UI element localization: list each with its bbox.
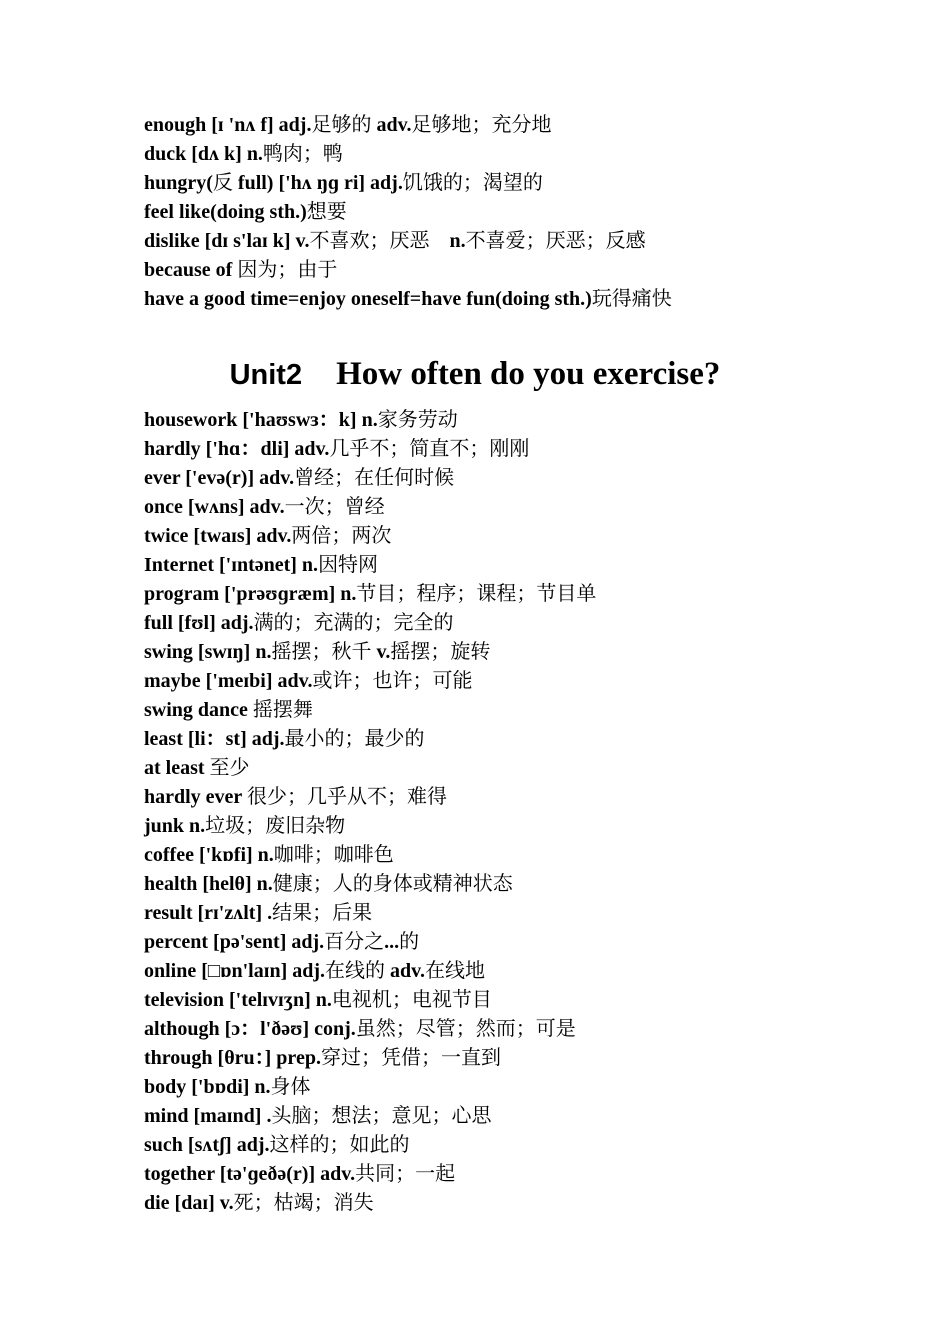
vocab-line-maybe xyxy=(144,667,904,696)
vocab-meaning: 曾经；在任何时候 xyxy=(294,467,455,489)
vocab-line-at-least xyxy=(144,754,904,783)
vocab-meaning: 穿过；凭借；一直到 xyxy=(320,1047,501,1069)
vocab-line-hardly-ever xyxy=(144,783,904,812)
vocab-term: program ['prəʊɡræm] n. xyxy=(144,583,357,605)
vocab-term: swing [swɪŋ] n. xyxy=(144,641,272,663)
vocab-meaning: 摇摆舞 xyxy=(252,699,313,721)
vocab-meaning: 咖啡；咖啡色 xyxy=(273,844,394,866)
vocab-meaning: 饥饿的；渴望的 xyxy=(402,172,543,194)
vocab-term: television ['telɪvɪʒn] n. xyxy=(144,989,332,1011)
unit-title: How often do you exercise? xyxy=(336,356,721,392)
vocab-line-swing xyxy=(144,638,904,667)
vocab-meaning: 百分之 xyxy=(324,931,385,953)
vocab-term: body ['bɒdi] n. xyxy=(144,1076,271,1098)
vocab-term: adv. xyxy=(390,960,426,982)
vocab-line-hungry xyxy=(144,169,904,198)
vocab-meaning: 在线的 xyxy=(325,960,391,982)
vocab-line-have-a-good-time xyxy=(144,285,904,314)
vocab-term: hardly ['hɑ：dli] adv. xyxy=(144,438,330,460)
vocab-line-junk xyxy=(144,812,904,841)
vocab-meaning: 垃圾；废旧杂物 xyxy=(205,815,346,837)
vocab-term: v. xyxy=(376,641,391,663)
vocab-line-enough xyxy=(144,111,904,140)
vocab-meaning: 的 xyxy=(399,931,420,953)
vocab-meaning: 身体 xyxy=(270,1076,311,1098)
vocab-meaning: 不喜爱；厌恶；反感 xyxy=(465,230,646,252)
vocab-meaning: 共同；一起 xyxy=(355,1163,456,1185)
vocab-line-coffee xyxy=(144,841,904,870)
vocab-line-program xyxy=(144,580,904,609)
vocab-line-once xyxy=(144,493,904,522)
vocab-meaning: 不喜欢；厌恶 xyxy=(309,230,450,252)
vocab-meaning: 很少；几乎从不；难得 xyxy=(246,786,447,808)
vocab-line-television xyxy=(144,986,904,1015)
unit-number: Unit2 xyxy=(229,359,303,391)
vocab-line-because-of xyxy=(144,256,904,285)
vocab-meaning: 因特网 xyxy=(318,554,379,576)
vocab-meaning: 摇摆；旋转 xyxy=(390,641,491,663)
vocab-term: n. xyxy=(449,230,466,252)
vocab-term: health [helθ] n. xyxy=(144,873,273,895)
vocab-term: least [li：st] adj. xyxy=(144,728,285,750)
vocabulary-list-unit2 xyxy=(144,406,904,1218)
vocab-term: housework ['haʊswɜ：k] n. xyxy=(144,409,378,431)
vocab-term: mind [maɪnd] . xyxy=(144,1105,272,1127)
vocab-term: full) ['hʌ ŋɡ ri] adj. xyxy=(237,172,403,194)
vocab-meaning: 节目；程序；课程；节目单 xyxy=(356,583,597,605)
vocab-meaning: 头脑；想法；意见；心思 xyxy=(271,1105,492,1127)
vocab-meaning: 满的；充满的；完全的 xyxy=(253,612,454,634)
vocab-line-health xyxy=(144,870,904,899)
vocab-line-such xyxy=(144,1131,904,1160)
vocab-meaning: 在线地 xyxy=(425,960,486,982)
vocab-line-mind xyxy=(144,1102,904,1131)
vocab-meaning: 至少 xyxy=(209,757,250,779)
vocab-meaning: 这样的；如此的 xyxy=(269,1134,410,1156)
vocab-meaning: 结果；后果 xyxy=(272,902,373,924)
vocab-line-result xyxy=(144,899,904,928)
vocab-meaning: 虽然；尽管；然而；可是 xyxy=(355,1018,576,1040)
vocab-term: together [tə'ɡeðə(r)] adv. xyxy=(144,1163,356,1185)
vocab-line-duck xyxy=(144,140,904,169)
vocab-meaning: 家务劳动 xyxy=(377,409,458,431)
vocab-meaning: 死；枯竭；消失 xyxy=(233,1192,374,1214)
vocab-line-ever xyxy=(144,464,904,493)
vocab-meaning: 玩得痛快 xyxy=(591,288,672,310)
vocab-meaning: 足够的 xyxy=(311,114,377,136)
vocab-meaning: 摇摆；秋千 xyxy=(271,641,377,663)
vocab-meaning: 最小的；最少的 xyxy=(284,728,425,750)
vocab-line-least xyxy=(144,725,904,754)
vocab-term: twice [twaɪs] adv. xyxy=(144,525,292,547)
vocab-term: ... xyxy=(384,931,400,953)
vocab-term: at least xyxy=(144,757,210,779)
vocab-meaning: 因为；由于 xyxy=(237,259,338,281)
vocab-line-online xyxy=(144,957,904,986)
vocab-meaning: 或许；也许；可能 xyxy=(312,670,473,692)
vocab-line-although xyxy=(144,1015,904,1044)
vocab-term: have a good time=enjoy oneself=have fun(doing sth.) xyxy=(144,288,592,310)
vocab-line-swing-dance xyxy=(144,696,904,725)
vocab-line-housework xyxy=(144,406,904,435)
vocab-term: hungry( xyxy=(144,172,213,194)
vocab-line-twice xyxy=(144,522,904,551)
vocab-term: adv. xyxy=(376,114,412,136)
vocab-term: junk n. xyxy=(144,815,206,837)
vocab-meaning: 一次；曾经 xyxy=(284,496,385,518)
vocab-meaning: 电视机；电视节目 xyxy=(331,989,492,1011)
vocab-meaning: 鸭肉；鸭 xyxy=(262,143,343,165)
vocab-meaning: 反 xyxy=(212,172,238,194)
vocab-term: result [rɪ'zʌlt] . xyxy=(144,902,273,924)
vocab-term: hardly ever xyxy=(144,786,247,808)
vocab-line-die xyxy=(144,1189,904,1218)
vocab-line-full xyxy=(144,609,904,638)
vocab-line-body xyxy=(144,1073,904,1102)
vocab-term: percent [pə'sent] adj. xyxy=(144,931,325,953)
vocab-term: ever ['evə(r)] adv. xyxy=(144,467,295,489)
vocab-term: such [sʌtʃ] adj. xyxy=(144,1134,270,1156)
vocab-meaning: 两倍；两次 xyxy=(291,525,392,547)
vocab-line-internet xyxy=(144,551,904,580)
vocab-line-together xyxy=(144,1160,904,1189)
vocab-term: enough [ɪ 'nʌ f] adj. xyxy=(144,114,312,136)
vocab-term: online [□ɒn'laɪn] adj. xyxy=(144,960,326,982)
vocab-line-hardly xyxy=(144,435,904,464)
vocab-term: swing dance xyxy=(144,699,253,721)
vocab-line-feel-like xyxy=(144,198,904,227)
vocab-term: although [ɔ：l'ðəʊ] conj. xyxy=(144,1018,356,1040)
vocab-line-dislike xyxy=(144,227,904,256)
vocab-term: die [daɪ] v. xyxy=(144,1192,234,1214)
vocab-term: once [wʌns] adv. xyxy=(144,496,285,518)
vocab-term: feel like(doing sth.) xyxy=(144,201,307,223)
vocab-term: dislike [dɪ s'laɪ k] v. xyxy=(144,230,310,252)
vocab-term: Internet ['ɪntənet] n. xyxy=(144,554,319,576)
vocab-meaning: 足够地；充分地 xyxy=(411,114,552,136)
vocab-meaning: 想要 xyxy=(306,201,347,223)
unit-heading xyxy=(0,352,950,396)
vocab-meaning: 几乎不；简直不；刚刚 xyxy=(329,438,530,460)
vocab-term: full [fʊl] adj. xyxy=(144,612,254,634)
vocab-term: coffee ['kɒfi] n. xyxy=(144,844,274,866)
vocab-term: duck [dʌ k] n. xyxy=(144,143,263,165)
vocab-line-through xyxy=(144,1044,904,1073)
vocab-term: through [θru：] prep. xyxy=(144,1047,321,1069)
vocab-term: because of xyxy=(144,259,238,281)
vocab-meaning: 健康；人的身体或精神状态 xyxy=(272,873,513,895)
vocab-term: maybe ['meɪbi] adv. xyxy=(144,670,313,692)
vocab-line-percent xyxy=(144,928,904,957)
vocabulary-list-previous-unit xyxy=(144,111,904,314)
